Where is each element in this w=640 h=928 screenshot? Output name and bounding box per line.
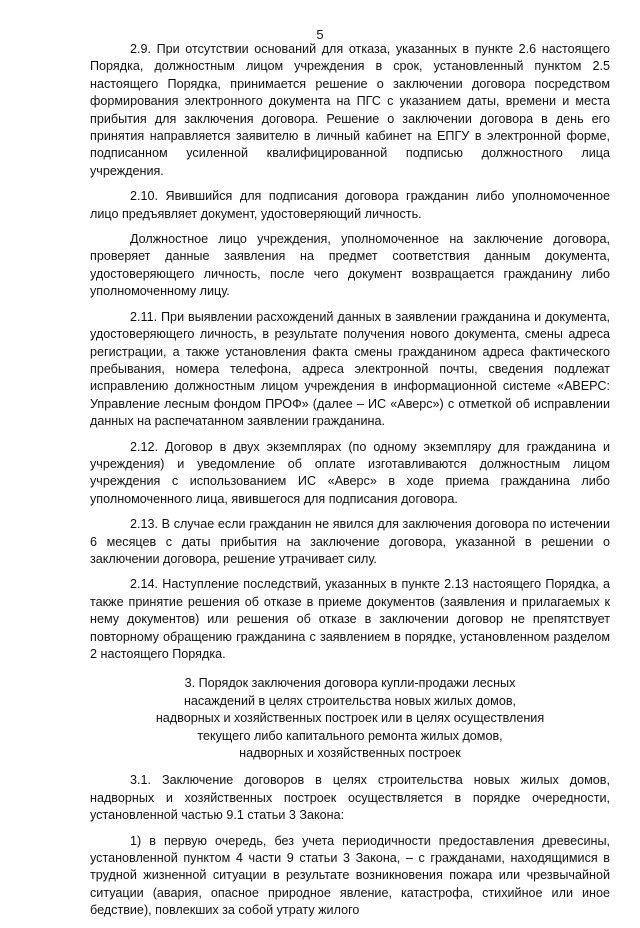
section-heading-line: насаждений в целях строительства новых жилых домов, xyxy=(183,693,517,708)
paragraph-3-1-item-1: 1) в первую очередь, без учета периодичности предоставления древесины, установленной пунктом 4 части 9 статьи 3 Закона, – с гражданами, находящимися в трудной жизненной ситуации в результате возникновения пожара или чрезвычайной ситуации (авария, опасное природное явление, катастрофа, стихийное или иное бедствие), повлекших за собой утрату жилого xyxy=(90,833,610,918)
paragraph-2-12: 2.12. Договор в двух экземплярах (по одному экземпляру для гражданина и учреждения) и уведомление об оплате изготавливаются должностным лицом учреждения с использованием ИС «Аверс» в ходе приема гражданина либо уполномоченного лица, явившегося для подписания договора. xyxy=(90,439,610,506)
paragraph-2-14: 2.14. Наступление последствий, указанных в пункте 2.13 настоящего Порядка, а также принятие решения об отказе в приеме документов (заявления и прилагаемых к нему документов) или решения об отказе в заключении договор не препятствует повторному обращению гражданина с заявлением в порядке, установленном разделом 2 настоящего Порядка. xyxy=(90,577,610,661)
section-heading-line: текущего либо капитального ремонта жилых домов, xyxy=(197,728,503,743)
document-body xyxy=(90,41,610,928)
paragraph-3-1: 3.1. Заключение договоров в целях строительства новых жилых домов, надворных и хозяйственных построек осуществляется в порядке очередности, установленной частью 9.1 статьи 3 Закона: xyxy=(90,773,610,823)
section-heading-line: надворных и хозяйственных построек xyxy=(239,746,461,761)
paragraph-2-11: 2.11. При выявлении расхождений данных в заявлении гражданина и документа, удостоверяющего личность, в результате получения нового документа, смены адреса регистрации, а также установления факта смены гражданином адреса фактического пребывания, номера телефона, адреса электронной почты, сведения подлежат исправлению должностным лицом учреждения в информационной системе «АВЕРС: Управление лесным фондом ПРОФ» (далее – ИС «Аверс») с отметкой об исправлении данных на распечатанном заявлении гражданина. xyxy=(90,309,610,429)
section-3-heading xyxy=(90,675,610,762)
paragraph-2-10: 2.10. Явившийся для подписания договора гражданин либо уполномоченное лицо предъявляет документ, удостоверяющий личность. xyxy=(90,189,610,221)
section-heading-line: 3. Порядок заключения договора купли-продажи лесных xyxy=(184,676,516,691)
paragraph-2-10-verification: Должностное лицо учреждения, уполномоченное на заключение договора, проверяет данные заявления на предмет соответствия данным документа, удостоверяющего личность, после чего документ возвращается гражданину либо уполномоченному лицу. xyxy=(90,232,610,299)
page-number: 5 xyxy=(316,27,324,42)
paragraph-2-13: 2.13. В случае если гражданин не явился для заключения договора по истечении 6 месяцев с даты прибытия на заключение договора, указанной в решении о заключении договора, решение утрачивает силу. xyxy=(90,517,610,566)
paragraph-2-9: 2.9. При отсутствии оснований для отказа, указанных в пункте 2.6 настоящего Порядка, должностным лицом учреждения в срок, установленный пунктом 2.5 настоящего Порядка, принимается решение о заключении договора посредством формирования электронного документа на ПГС с указанием даты, времени и места прибытия для заключения договора. Решение о заключении договора в день его принятия направляется заявителю в личный кабинет на ЕПГУ в электронной форме, подписанном усиленной квалифицированной подписью должностного лица учреждения. xyxy=(90,42,610,178)
section-heading-line: надворных и хозяйственных построек или в целях осуществления xyxy=(155,711,545,726)
